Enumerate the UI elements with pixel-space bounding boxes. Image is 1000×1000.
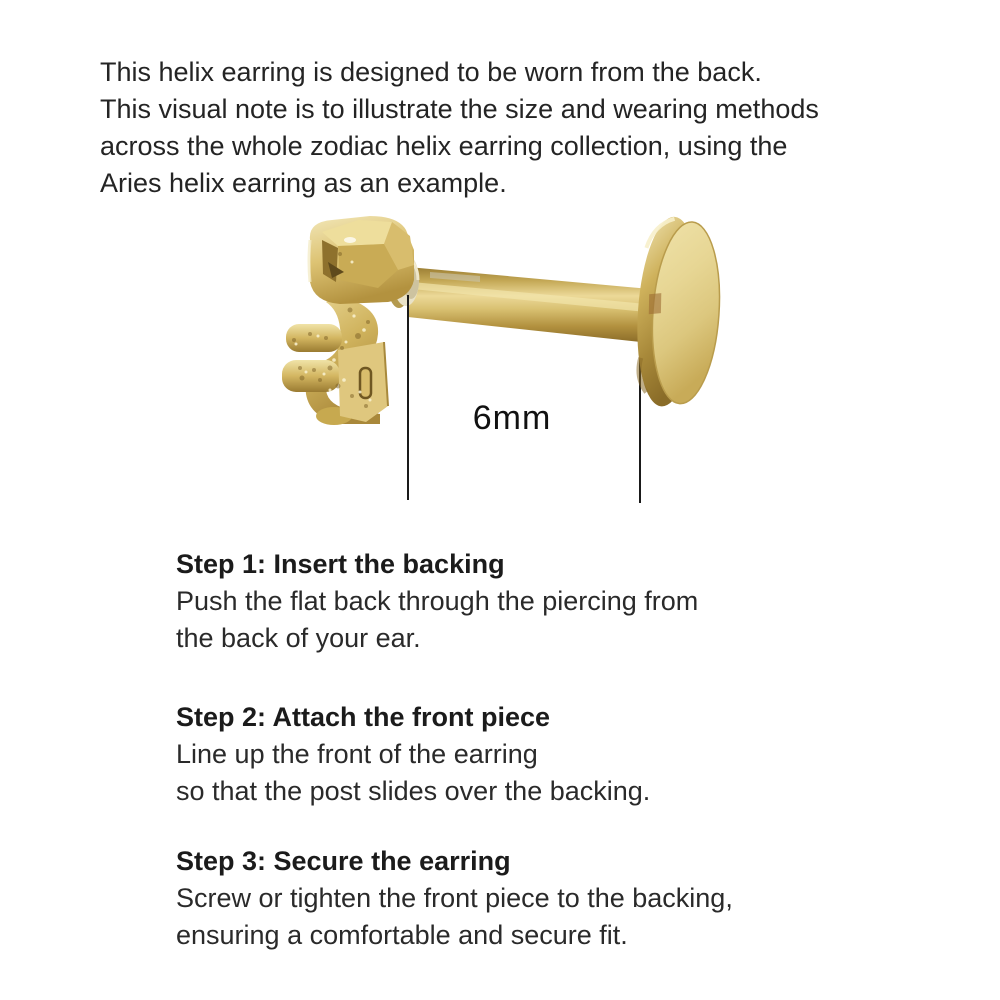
- intro-text: [100, 54, 980, 202]
- earring-front-piece: [282, 216, 414, 425]
- step-3-heading: Step 3: Secure the earring: [176, 846, 511, 876]
- step-1-line-2: the back of your ear.: [176, 623, 421, 653]
- earring-figure: [280, 210, 740, 510]
- earring-flat-back-disc: [631, 215, 725, 410]
- earring-illustration: [280, 210, 740, 510]
- step-1-heading: Step 1: Insert the backing: [176, 549, 505, 579]
- measurement-label: 6mm: [472, 399, 552, 437]
- step-1-line-1: Push the flat back through the piercing from: [176, 586, 699, 616]
- step-3-line-1: Screw or tighten the front piece to the backing,: [176, 883, 733, 913]
- step-3-line-2: ensuring a comfortable and secure fit.: [176, 920, 628, 950]
- step-3-block: [176, 843, 956, 954]
- step-2-line-2: so that the post slides over the backing.: [176, 776, 651, 806]
- intro-line-1: This helix earring is designed to be worn from the back.: [100, 57, 762, 87]
- intro-line-2: This visual note is to illustrate the size and wearing methods: [100, 94, 819, 124]
- intro-line-3: across the whole zodiac helix earring collection, using the: [100, 131, 788, 161]
- step-2-heading: Step 2: Attach the front piece: [176, 702, 551, 732]
- earring-post: [408, 267, 650, 343]
- step-2-line-1: Line up the front of the earring: [176, 739, 538, 769]
- intro-line-4: Aries helix earring as an example.: [100, 168, 507, 198]
- step-2-block: [176, 699, 956, 810]
- step-1-block: [176, 546, 956, 657]
